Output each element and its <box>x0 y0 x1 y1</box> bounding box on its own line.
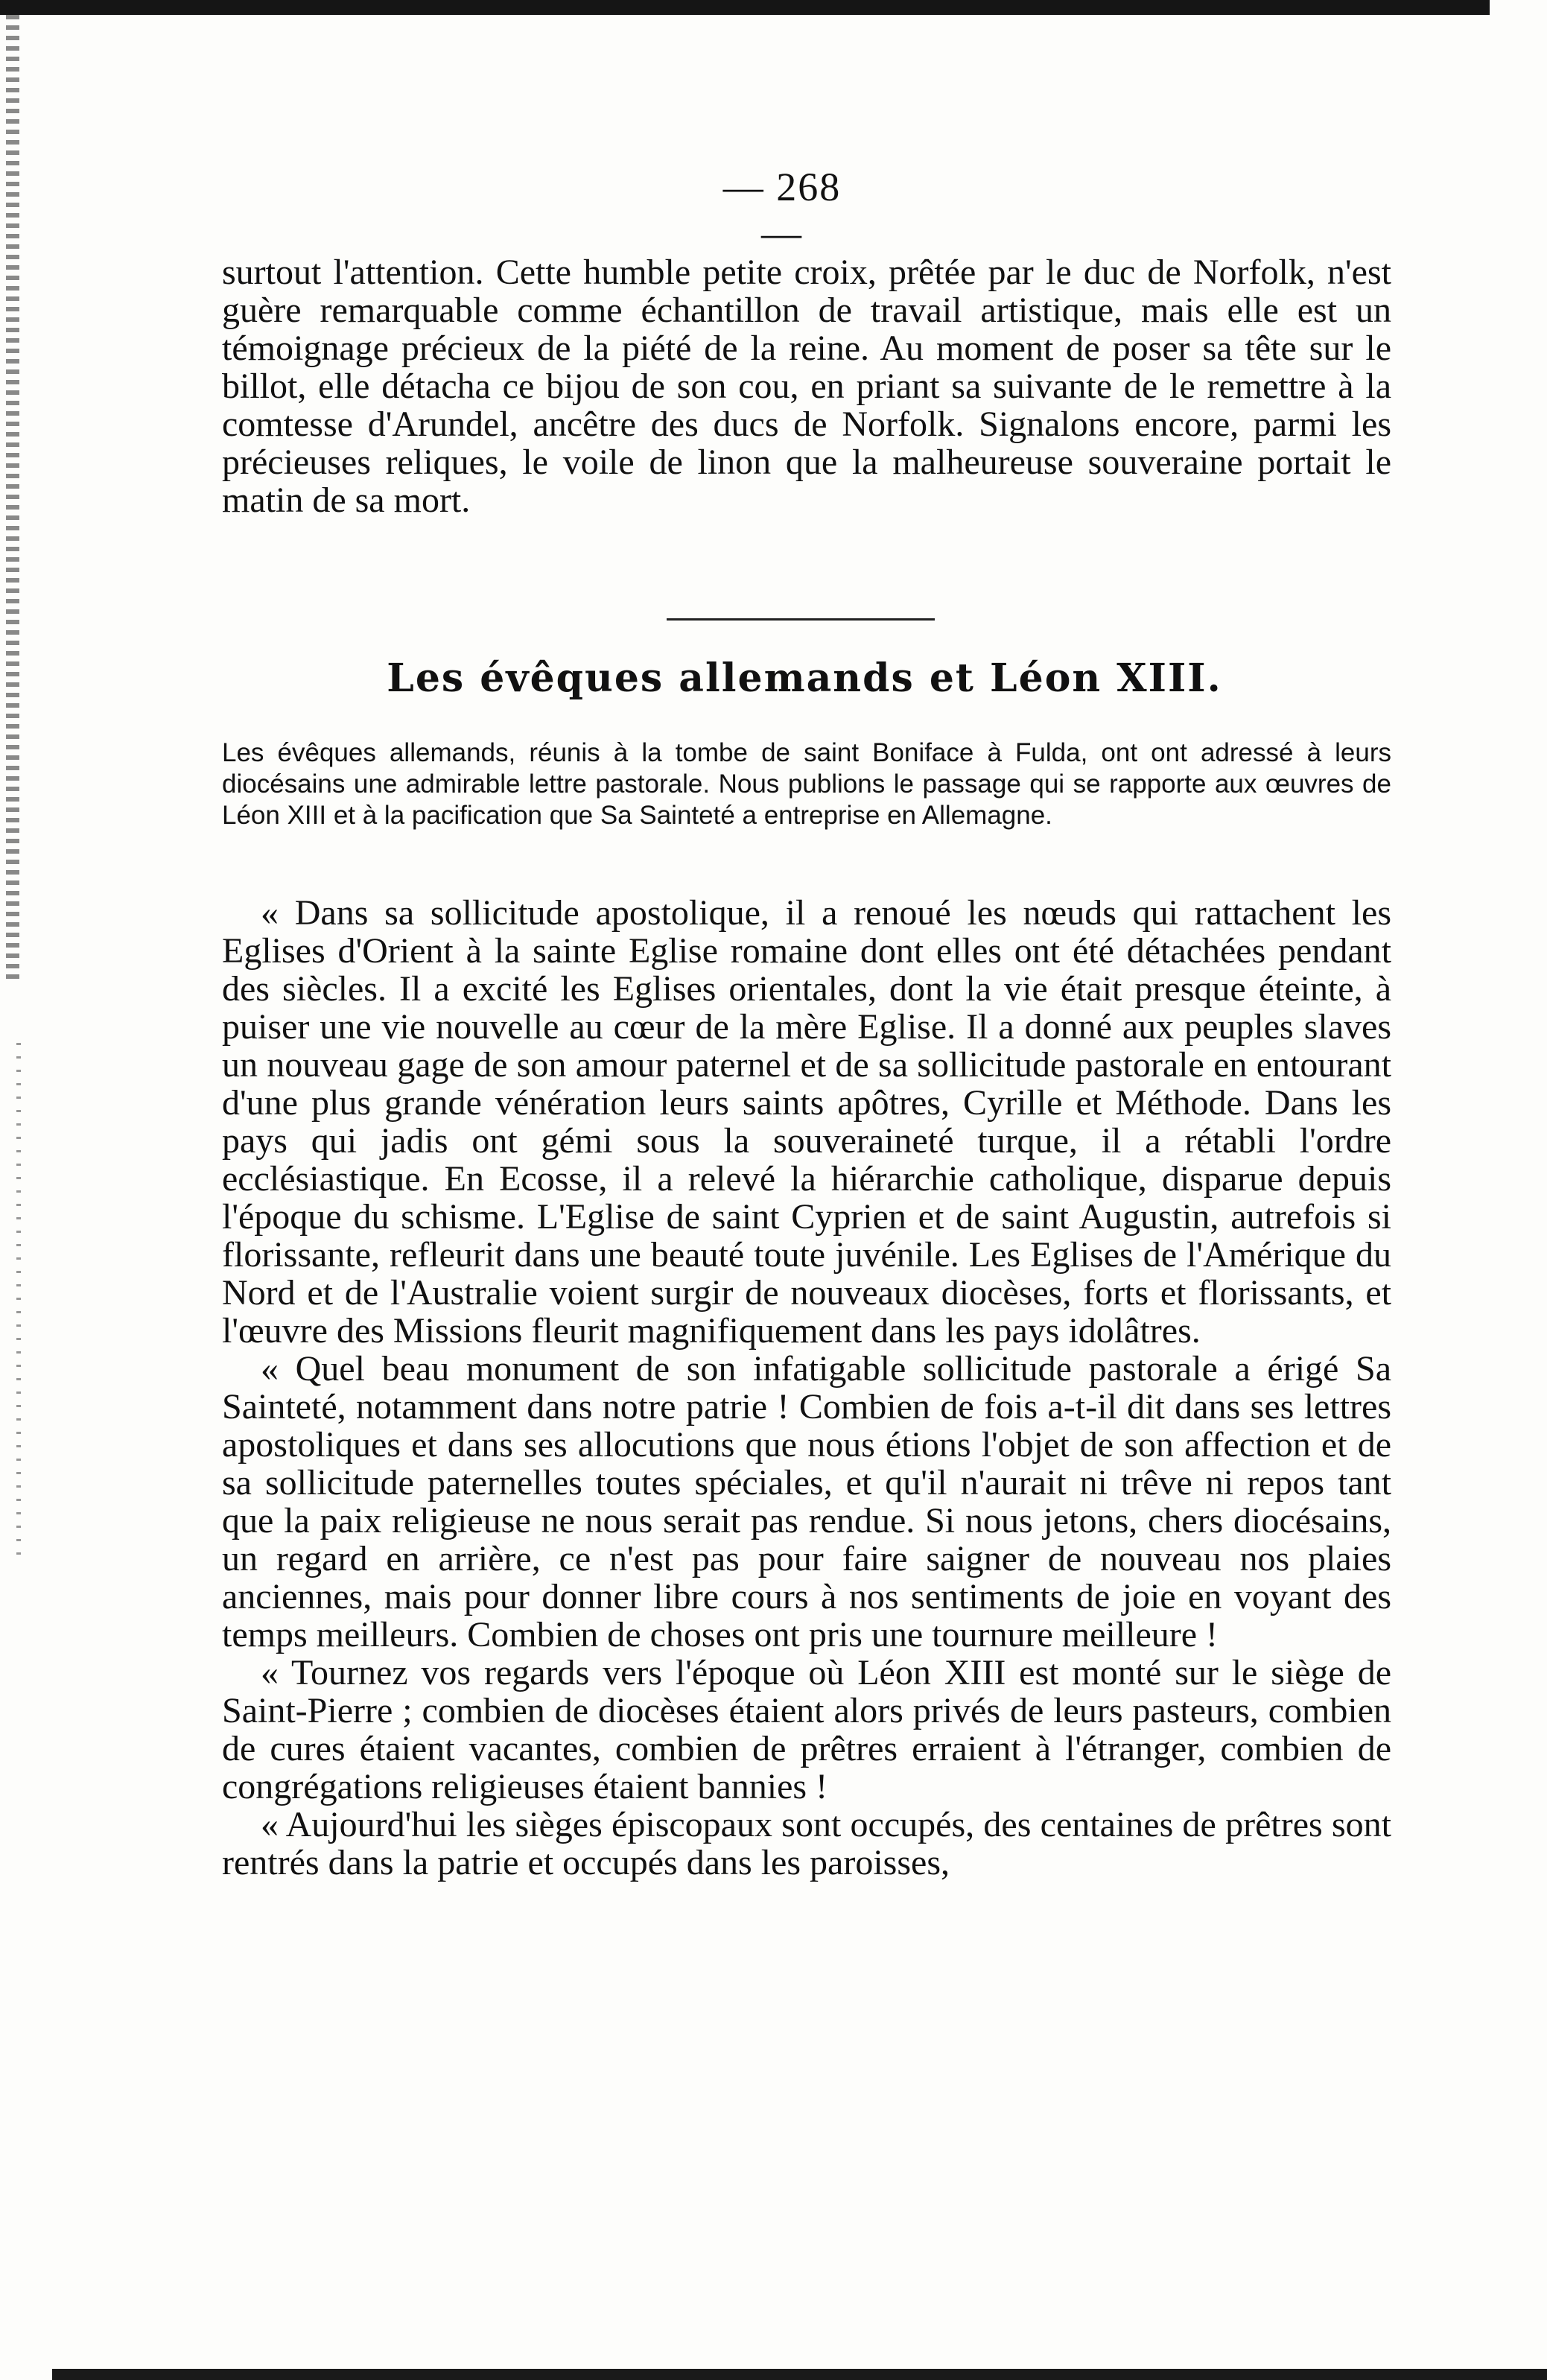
paragraph-text: surtout l'attention. Cette humble petite croix, prêtée par le duc de Norfolk, n'est guère remarquable comme échantillon de travail artistique, mais elle est un témoignage précieux de la piété de la reine. Au moment de poser sa tête sur le billot, elle détacha ce bijou de son cou, en priant sa suivante de le remettre à la comtesse d'Arundel, ancêtre des ducs de Norfolk. Signalons encore, parmi les précieuses reliques, le voile de linon que la malheureuse souveraine portait le matin de sa mort. <box>222 253 1391 520</box>
article-title: Les évêques allemands et Léon XIII. <box>387 656 1222 701</box>
scan-edge-bottom <box>52 2369 1547 2380</box>
scan-edge-left <box>6 15 19 983</box>
quote-paragraph: « Quel beau monument de son infatigable sollicitude pastorale a érigé Sa Sainteté, notamment dans notre patrie ! Combien de fois a-t-il dit dans ses lettres apostoliques et dans ses allocutions que nous étions l'objet de son affection et de sa sollicitude paternelles toutes spéciales, et qu'il n'aurait ni trêve ni repos tant que la paix religieuse ne nous serait pas rendue. Si nous jetons, chers diocésains, un regard en arrière, ce n'est pas pour faire saigner de nouveau nos plaies anciennes, mais pour donner libre cours à nos sentiments de joie en voyant des temps meilleurs. Combien de choses ont pris une tournure meilleure ! <box>222 1349 1391 1654</box>
section-divider <box>667 618 935 621</box>
quote-paragraph: « Tournez vos regards vers l'époque où Léon XIII est monté sur le siège de Saint-Pierre ; combien de diocèses étaient alors privés de leurs pasteurs, combien de cures étaient vacantes, combien de prêtres erraient à l'étranger, combien de congrégations religieuses étaient bannies ! <box>222 1653 1391 1806</box>
article-intro: Les évêques allemands, réunis à la tombe de saint Boniface à Fulda, ont ont adressé à leurs diocésains une admirable lettre pastorale. Nous publions le passage qui se rapporte aux œuvres de Léon XIII et à la pacification que Sa Sainteté a entreprise en Allemagne. <box>222 738 1391 830</box>
article-quote <box>222 894 1391 1882</box>
quote-paragraph: « Dans sa sollicitude apostolique, il a renoué les nœuds qui rattachent les Eglises d'Orient à la sainte Eglise romaine dont elles ont été détachées pendant des siècles. Il a excité les Eglises orientales, dont la vie était presque éteinte, à puiser une vie nouvelle au cœur de la mère Eglise. Il a donné aux peuples slaves un nouveau gage de son amour paternel et de sa sollicitude pastorale en entourant d'une plus grande vénération leurs saints apôtres, Cyrille et Méthode. Dans les pays qui jadis ont gémi sous la souveraineté turque, il a rétabli l'ordre ecclésiastique. En Ecosse, il a relevé la hiérarchie catholique, disparue depuis l'époque du schisme. L'Eglise de saint Cyprien et de saint Augustin, autrefois si florissante, refleurit dans une beauté toute juvénile. Les Eglises de l'Amérique du Nord et de l'Australie voient surgir de nouveaux diocèses, forts et florissants, et l'œuvre des Missions fleurit magnifiquement dans les pays idolâtres. <box>222 893 1391 1351</box>
carry-over-paragraph <box>222 253 1391 519</box>
scan-edge-left-marks <box>16 1043 21 1564</box>
quote-paragraph: « Aujourd'hui les sièges épiscopaux sont occupés, des centaines de prêtres sont rentrés dans la patrie et occupés dans les paroisses, <box>222 1805 1391 1882</box>
page-number: — 268 — <box>722 165 842 256</box>
scan-edge-top <box>0 0 1490 15</box>
